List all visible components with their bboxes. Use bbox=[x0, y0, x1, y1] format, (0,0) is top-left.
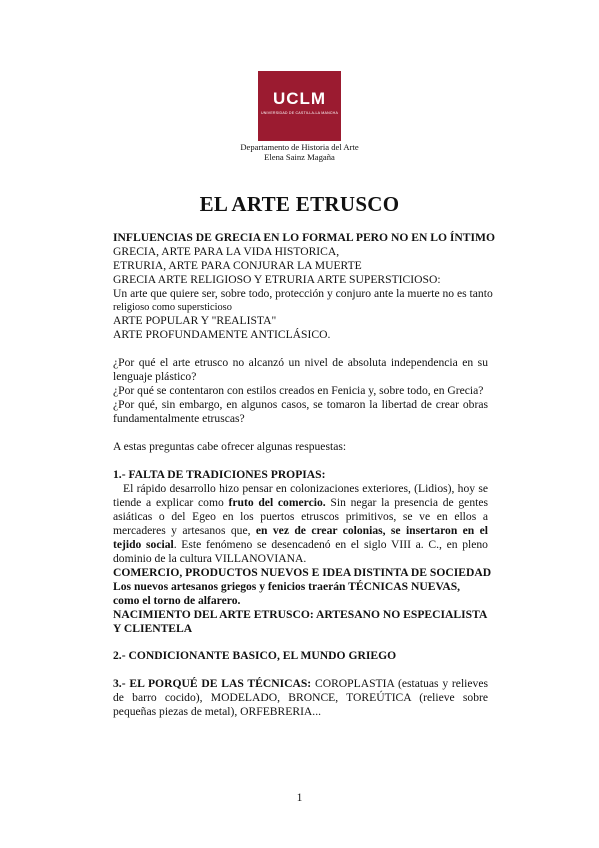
commerce-paragraph: NACIMIENTO DEL ARTE ETRUSCO: ARTESANO NO ESPECIALISTA Y CLIENTELA bbox=[113, 608, 487, 635]
page-title: EL ARTE ETRUSCO bbox=[199, 192, 400, 216]
s1-text: . Este fenómeno se desencadenó en el siglo VIII a. C., en pleno dominio de la cultura VILLANOVIANA. bbox=[113, 538, 488, 565]
section-2-heading: 2.- CONDICIONANTE BASICO, EL MUNDO GRIEGO bbox=[113, 649, 397, 662]
intro-line: ARTE POPULAR Y "REALISTA" bbox=[113, 314, 277, 327]
s1-bold-text: fruto del comercio. bbox=[228, 496, 326, 509]
section-3-heading: 3.- EL PORQUÉ DE LAS TÉCNICAS: bbox=[113, 677, 312, 690]
s1-bold-text: en vez de crear colonias, se insertaron en el tejido social bbox=[113, 524, 488, 551]
question-2: ¿Por qué se contentaron con estilos creados en Fenicia y, sobre todo, en Grecia? bbox=[113, 384, 484, 397]
section-3-paragraph bbox=[113, 677, 488, 719]
answer-intro: A estas preguntas cabe ofrecer algunas respuestas: bbox=[113, 440, 347, 453]
intro-line: GRECIA, ARTE PARA LA VIDA HISTORICA, bbox=[113, 245, 340, 258]
page-number: 1 bbox=[296, 791, 303, 804]
section-1-paragraph bbox=[113, 482, 488, 566]
intro-line: religioso como supersticioso bbox=[113, 302, 232, 313]
department-name: Departamento de Historia del Arte bbox=[240, 142, 359, 152]
question-1: ¿Por qué el arte etrusco no alcanzó un nivel de absoluta independencia en su lenguaje plástico? bbox=[113, 356, 488, 383]
intro-line: Un arte que quiere ser, sobre todo, protección y conjuro ante la muerte no es tanto bbox=[113, 287, 493, 300]
logo-subtitle: UNIVERSIDAD DE CASTILLA-LA MANCHA bbox=[260, 111, 339, 115]
logo-wordmark: UCLM bbox=[272, 89, 327, 108]
s3-text: COROPLASTIA (estatuas y relieves de barro cocido), MODELADO, BRONCE, TOREÚTICA (relieve sobre pequeñas piezas de metal), ORFEBRERIA... bbox=[113, 677, 488, 718]
section-1-heading: 1.- FALTA DE TRADICIONES PROPIAS: bbox=[113, 468, 326, 481]
intro-heading: INFLUENCIAS DE GRECIA EN LO FORMAL PERO NO EN LO ÍNTIMO bbox=[113, 231, 495, 244]
author-name: Elena Sainz Magaña bbox=[264, 152, 335, 162]
s1-text: El rápido desarrollo hizo pensar en colonizaciones exteriores, (Lidios), hoy se tiende a explicar como bbox=[113, 482, 488, 509]
s1-text: Sin negar la presencia de gentes asiáticas o del Egeo en los puertos etruscos primitivos, se ve en ellos a mercaderes y artesanos que, bbox=[113, 496, 488, 537]
commerce-paragraph: Los nuevos artesanos griegos y fenicios traerán TÉCNICAS NUEVAS, como el torno de alfarero. bbox=[113, 580, 461, 607]
uclm-logo bbox=[258, 71, 341, 141]
commerce-heading: COMERCIO, PRODUCTOS NUEVOS E IDEA DISTINTA DE SOCIEDAD bbox=[113, 566, 492, 579]
intro-line: ETRURIA, ARTE PARA CONJURAR LA MUERTE bbox=[113, 259, 362, 272]
intro-line: ARTE PROFUNDAMENTE ANTICLÁSICO. bbox=[113, 328, 331, 341]
intro-line: GRECIA ARTE RELIGIOSO Y ETRURIA ARTE SUPERSTICIOSO: bbox=[113, 273, 441, 286]
question-3: ¿Por qué, sin embargo, en algunos casos, se tomaron la libertad de crear obras fundamentalmente etruscas? bbox=[113, 398, 488, 425]
